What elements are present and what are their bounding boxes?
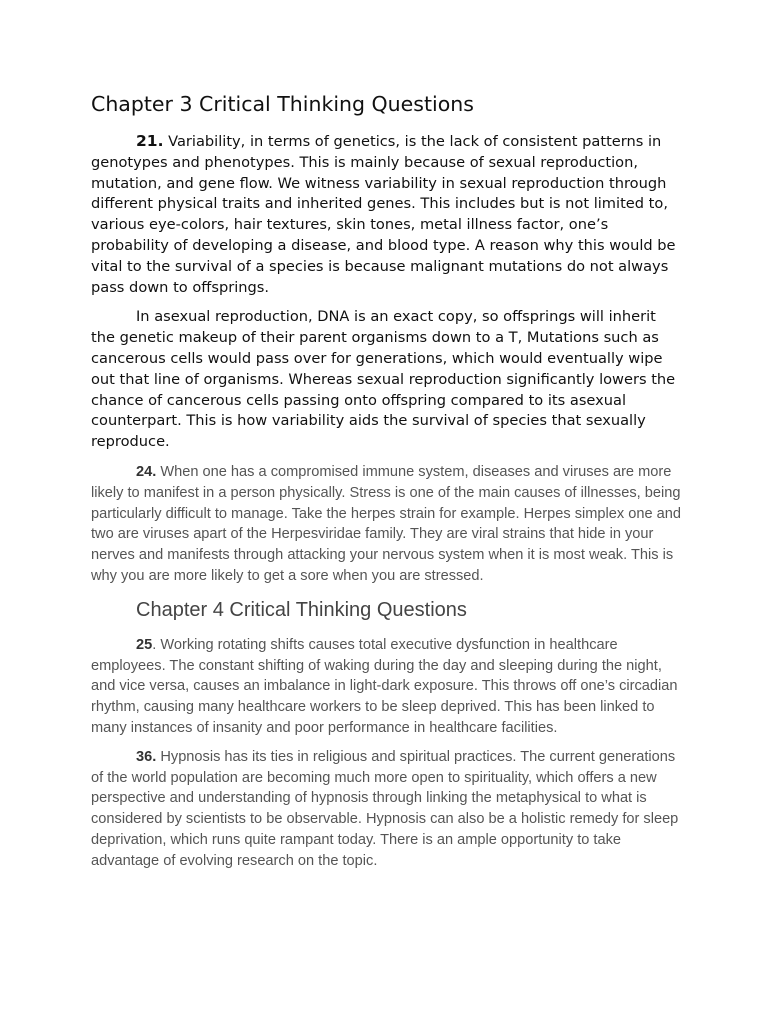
question-21-text: Variability, in terms of genetics, is the lack of consistent patterns in genotypes and phenotypes. This is mainly because of sexual reproduction, mutation, and gene flow. We witness variability in sexual reproduction through different physical traits and inherited genes. This includes but is not limited to, various eye-colors, hair textures, skin tones, metal illness factor, one’s probability of developing a disease, and blood type. A reason why this would be vital to the survival of a species is because malignant mutations do not always pass down to offsprings. — [91, 133, 676, 296]
question-24-text: When one has a compromised immune system, diseases and viruses are more likely to manifest in a person physically. Stress is one of the main causes of illnesses, being particularly difficult to manage. Take the herpes strain for example. Herpes simplex one and two are viruses apart of the Herpesviridae family. They are viral strains that hide in your nerves and manifests through attacking your nervous system when it is most weak. This is why you are more likely to get a sore when you are stressed. — [91, 463, 682, 584]
question-25-paragraph — [91, 635, 681, 739]
question-24-paragraph — [91, 462, 681, 587]
question-25-number: 25 — [136, 636, 153, 653]
document-page — [91, 88, 681, 880]
question-36-number: 36. — [136, 748, 157, 765]
question-21-paragraph-2: In asexual reproduction, DNA is an exact copy, so offsprings will inherit the genetic makeup of their parent organisms down to a T, Mutations such as cancerous cells would pass over for generations, which would eventually wipe out that line of organisms. Whereas sexual reproduction significantly lowers the chance of cancerous cells passing onto offspring compared to its asexual counterpart. This is how variability aids the survival of species that sexually reproduce. — [91, 308, 676, 451]
question-21-number: 21. — [136, 132, 164, 150]
chapter-4-heading: Chapter 4 Critical Thinking Questions — [136, 598, 467, 621]
chapter-3-heading: Chapter 3 Critical Thinking Questions — [91, 92, 474, 116]
question-24-number: 24. — [136, 463, 157, 480]
question-36-paragraph — [91, 747, 681, 872]
question-36-text: Hypnosis has its ties in religious and spiritual practices. The current generations of the world population are becoming much more open to spirituality, which offers a new perspective and understanding of hypnosis through linking the metaphysical to what is considered by scientists to be observable. Hypnosis can also be a holistic remedy for sleep deprivation, which runs quite rampant today. There is an ample opportunity to take advantage of evolving research on the topic. — [91, 748, 679, 869]
question-25-text: . Working rotating shifts causes total executive dysfunction in healthcare employees. The constant shifting of waking during the day and sleeping during the night, and vice versa, causes an imbalance in light-dark exposure. This throws off one’s circadian rhythm, causing many healthcare workers to be sleep deprived. This has been linked to many instances of insanity and poor performance in healthcare facilities. — [91, 636, 678, 736]
question-21-paragraph — [91, 131, 681, 298]
